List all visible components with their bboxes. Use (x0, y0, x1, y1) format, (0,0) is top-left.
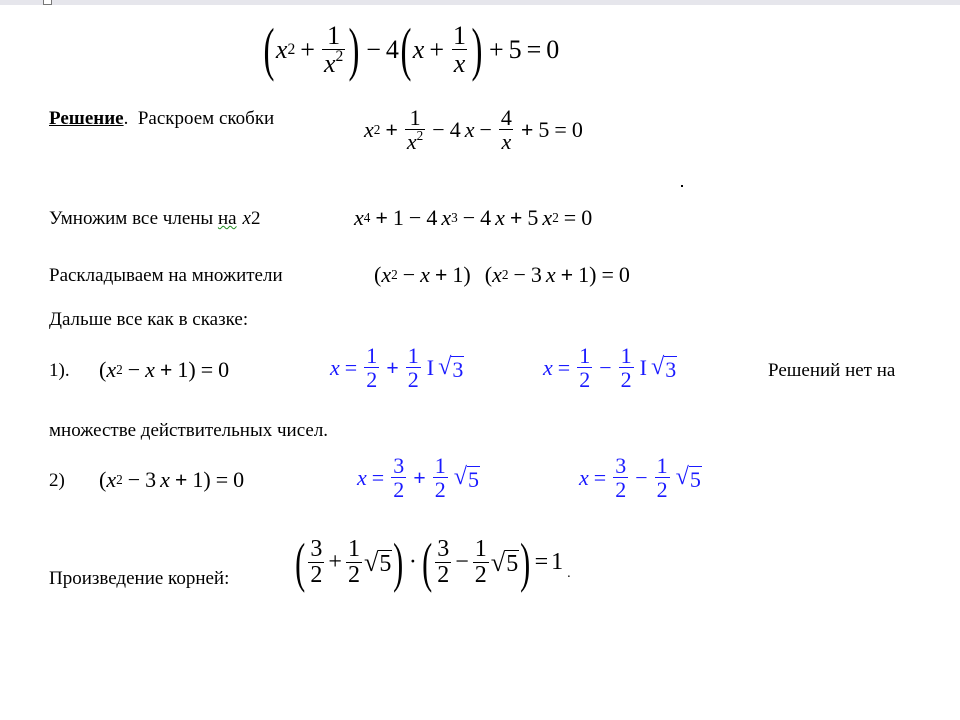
solution-label: Решение (49, 108, 124, 129)
solution-line (49, 108, 274, 130)
product-result: 1 (551, 549, 564, 576)
product-label: Произведение корней: (49, 568, 230, 589)
case2-equation: ( x 2 − 3 x + 1 ) = 0 (99, 467, 245, 492)
multiply-line: Умножим все члены на x 2 (49, 208, 261, 229)
factored-equation: ( x 2 − x + 1 ) ( x 2 − 3 x + 1 ) = 0 (374, 262, 630, 287)
blank-area (0, 640, 960, 720)
solution-label-tail: . Раскроем скобки (123, 108, 275, 129)
product-equation: ( $\frac{3}{2}$ + $\frac{1}{2}$ √ 5 ) · ( $\frac{3}{2}$ − $\frac{1}{2}$ √ 5 ) = 1 . (295, 532, 571, 593)
factor-label: Раскладываем на множители (49, 265, 283, 286)
case1-root-1: x = $\frac{1}{2}$ + $\frac{1}{2}$ I √ 3 (330, 343, 464, 393)
case2-root-1: x = $\frac{3}{2}$ + $\frac{1}{2}$ √ 5 (357, 453, 480, 503)
further-label: Дальше все как в сказке: (49, 309, 249, 330)
expanded-equation: x 2 + $\frac{1}{x^2}$ − 4 x − $\frac{4}{x}$ + 5 = 0 (364, 105, 583, 155)
case1-root-2: x = $\frac{1}{2}$ − $\frac{1}{2}$ I √ 3 (543, 343, 677, 393)
top-bar (0, 0, 960, 5)
case1-conclusion-cont: множестве действительных чисел. (49, 420, 329, 441)
case2-root-2: x = $\frac{3}{2}$ − $\frac{1}{2}$ √ 5 (579, 453, 701, 503)
case2-number: 2) (49, 470, 65, 491)
case1-conclusion: Решений нет на (768, 360, 896, 381)
stray-dot (681, 185, 683, 187)
main-equation: ( x 2 + $\frac{1}{x^2}$ ) − 4 ( x + $\frac{1}{x}$ ) + 5 = 0 (263, 16, 560, 82)
top-bar-marker (43, 0, 52, 5)
case1-number: 1). (49, 360, 70, 381)
case1-equation: ( x 2 − x + 1 ) = 0 (99, 357, 230, 382)
polynomial-equation: x 4 + 1 − 4 x 3 − 4 x + 5 x 2 = 0 (354, 205, 593, 230)
